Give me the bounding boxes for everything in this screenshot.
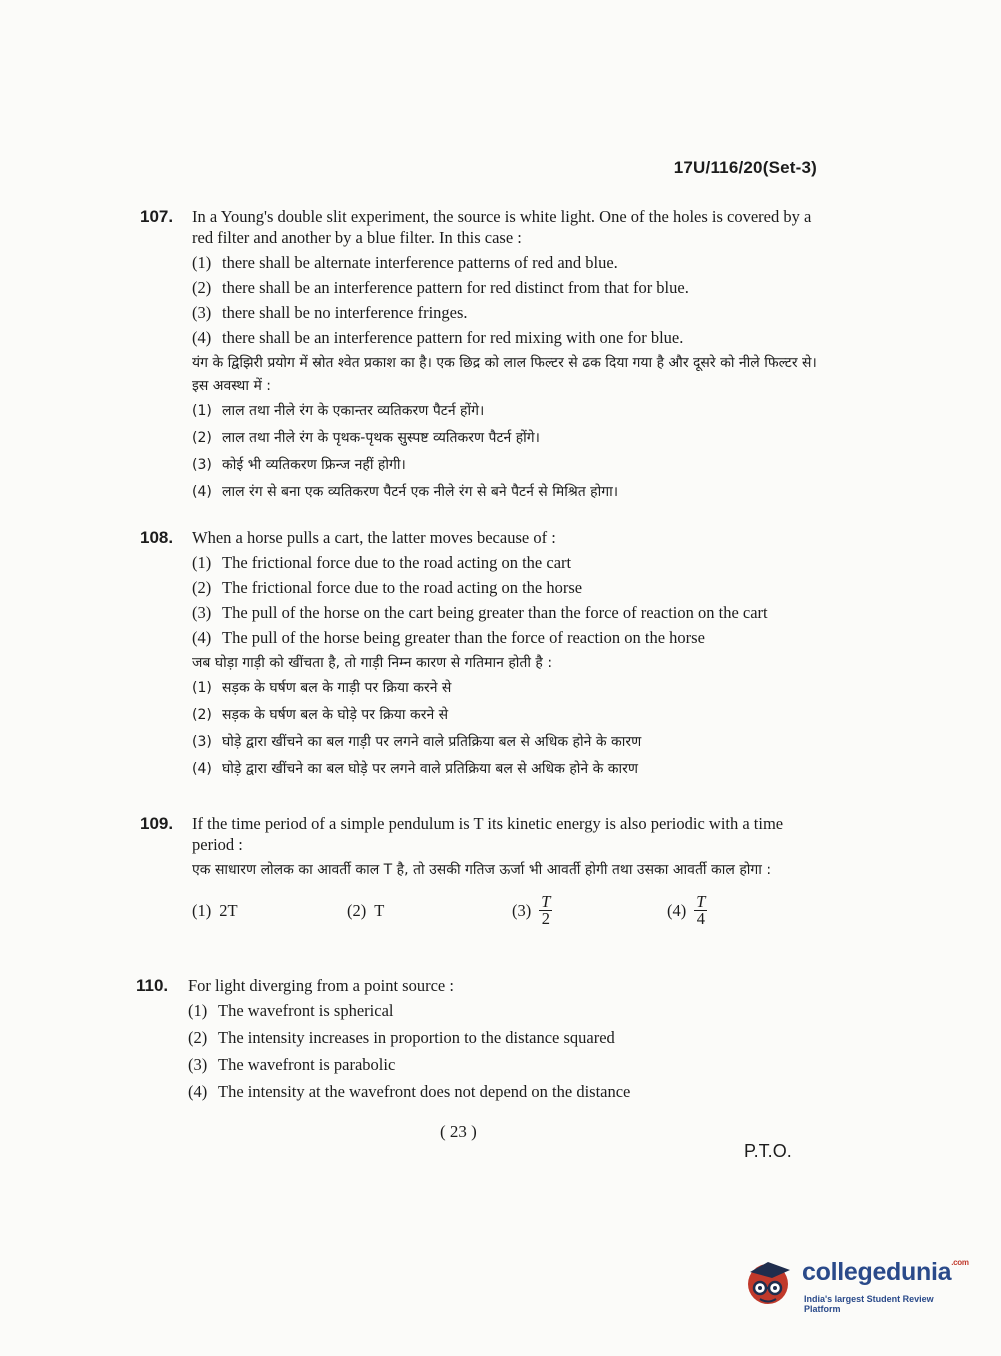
option-text: सड़क के घर्षण बल के घोड़े पर क्रिया करने से [222, 707, 449, 723]
option [192, 552, 820, 573]
collegedunia-watermark [742, 1252, 972, 1312]
option-text: T [374, 901, 385, 920]
logo-name-text: collegedunia [802, 1258, 952, 1286]
option-text: there shall be an interference pattern for red distinct from that for blue. [222, 278, 689, 297]
option-number: (3) [512, 901, 532, 920]
options-en [188, 1000, 816, 1102]
option-number: (2) [192, 707, 212, 723]
options-en [192, 252, 820, 348]
option-text: The wavefront is spherical [218, 1001, 394, 1020]
option-text: कोई भी व्यतिकरण फ्रिन्ज नहीं होगी। [222, 457, 406, 473]
options-hi [192, 677, 820, 781]
option [188, 1054, 816, 1075]
option [192, 400, 820, 423]
option-number: (1) [192, 403, 212, 419]
option [192, 900, 347, 921]
option-number: (1) [192, 680, 212, 696]
option [192, 252, 820, 273]
option-number: (4) [192, 484, 212, 500]
option [192, 677, 820, 700]
option-text: लाल रंग से बना एक व्यतिकरण पैटर्न एक नीले रंग से बने पैटर्न से मिश्रित होगा। [222, 484, 619, 500]
option-number: (1) [188, 1001, 208, 1020]
question-108 [140, 527, 820, 785]
question-107 [140, 206, 820, 508]
mascot-icon [742, 1254, 798, 1310]
option-text: there shall be alternate interference patterns of red and blue. [222, 253, 618, 272]
option [192, 327, 820, 348]
logo-suffix: .com [951, 1258, 969, 1267]
fraction [694, 894, 707, 927]
options-hi [192, 400, 820, 504]
option [192, 481, 820, 504]
logo-tagline: India's largest Student Review Platform [804, 1294, 934, 1314]
option [667, 894, 822, 927]
option-number: (3) [192, 603, 212, 622]
question-stem-en: In a Young's double slit experiment, the source is white light. One of the holes is covered by a red filter and another by a blue filter. In this case : [192, 207, 812, 247]
option-number: (3) [192, 734, 212, 750]
option-number: (4) [188, 1082, 208, 1101]
option-number: (2) [347, 901, 367, 920]
fraction-numerator: T [696, 892, 706, 911]
option-number: (1) [192, 553, 212, 572]
option-text: The pull of the horse on the cart being greater than the force of reaction on the cart [222, 603, 768, 622]
logo-wordmark [802, 1258, 969, 1287]
option-text: The pull of the horse being greater than the force of reaction on the horse [222, 628, 705, 647]
option-text: The frictional force due to the road acting on the horse [222, 578, 583, 597]
question-number: 109. [140, 814, 174, 833]
option-text: घोड़े द्वारा खींचने का बल गाड़ी पर लगने वाले प्रतिक्रिया बल से अधिक होने के कारण [222, 734, 642, 750]
option-number: (2) [192, 430, 212, 446]
question-stem-hi: यंग के द्विझिरी प्रयोग में स्रोत श्वेत प्रकाश का है। एक छिद्र को लाल फिल्टर से ढक दिया गया है और दूसरे को नीले फिल्टर से। इस अवस्था में : [192, 355, 817, 394]
pto-label: P.T.O. [744, 1141, 792, 1161]
option-text: घोड़े द्वारा खींचने का बल घोड़े पर लगने वाले प्रतिक्रिया बल से अधिक होने के कारण [222, 761, 639, 777]
question-number: 107. [140, 207, 174, 226]
question-stem-en: If the time period of a simple pendulum is T its kinetic energy is also periodic with a time period : [192, 814, 784, 854]
option-text: there shall be an interference pattern for red mixing with one for blue. [222, 328, 684, 347]
option [192, 731, 820, 754]
option-number: (3) [188, 1055, 208, 1074]
fraction-denominator: 4 [696, 909, 705, 928]
option-number: (4) [667, 901, 687, 920]
fraction-denominator: 2 [541, 909, 550, 928]
option-number: (2) [192, 578, 212, 597]
fraction [539, 894, 552, 927]
option-text: लाल तथा नीले रंग के पृथक-पृथक सुस्पष्ट व्यतिकरण पैटर्न होंगे। [222, 430, 540, 446]
option [192, 627, 820, 648]
paper-code: 17U/116/20(Set-3) [673, 158, 817, 177]
page-number: ( 23 ) [440, 1122, 477, 1141]
option-number: (2) [192, 278, 212, 297]
option-text: The intensity increases in proportion to the distance squared [218, 1028, 615, 1047]
option-number: (3) [192, 457, 212, 473]
option-text: लाल तथा नीले रंग के एकान्तर व्यतिकरण पैटर्न होंगे। [222, 403, 485, 419]
option-text: The intensity at the wavefront does not depend on the distance [218, 1082, 631, 1101]
question-110 [136, 975, 816, 1106]
option-number: (3) [192, 303, 212, 322]
options-row [192, 894, 822, 927]
option-number: (4) [192, 761, 212, 777]
option [192, 602, 820, 623]
option [192, 704, 820, 727]
question-number: 108. [140, 528, 174, 547]
option [347, 900, 502, 921]
option-number: (4) [192, 628, 212, 647]
option-number: (1) [192, 253, 212, 272]
option [192, 302, 820, 323]
option-text: 2T [219, 901, 238, 920]
option [192, 427, 820, 450]
question-stem-hi: एक साधारण लोलक का आवर्ती काल T है, तो उसकी गतिज ऊर्जा भी आवर्ती होगी तथा उसका आवर्ती काल होगा : [192, 862, 772, 878]
option-text: The wavefront is parabolic [218, 1055, 396, 1074]
option [188, 1081, 816, 1102]
question-stem-en: For light diverging from a point source : [188, 976, 454, 995]
option [512, 894, 667, 927]
fraction-numerator: T [541, 892, 551, 911]
option [192, 758, 820, 781]
option-text: there shall be no interference fringes. [222, 303, 468, 322]
option [192, 577, 820, 598]
option-number: (4) [192, 328, 212, 347]
options-en [192, 552, 820, 648]
question-stem-hi: जब घोड़ा गाड़ी को खींचता है, तो गाड़ी निम्न कारण से गतिमान होती है : [192, 655, 553, 671]
option [188, 1000, 816, 1021]
question-stem-en: When a horse pulls a cart, the latter moves because of : [192, 528, 556, 547]
question-number: 110. [136, 976, 169, 995]
question-109 [140, 813, 820, 927]
option-number: (2) [188, 1028, 208, 1047]
option-text: सड़क के घर्षण बल के गाड़ी पर क्रिया करने से [222, 680, 452, 696]
option [192, 454, 820, 477]
option [188, 1027, 816, 1048]
option [192, 277, 820, 298]
option-text: The frictional force due to the road acting on the cart [222, 553, 572, 572]
option-number: (1) [192, 901, 212, 920]
